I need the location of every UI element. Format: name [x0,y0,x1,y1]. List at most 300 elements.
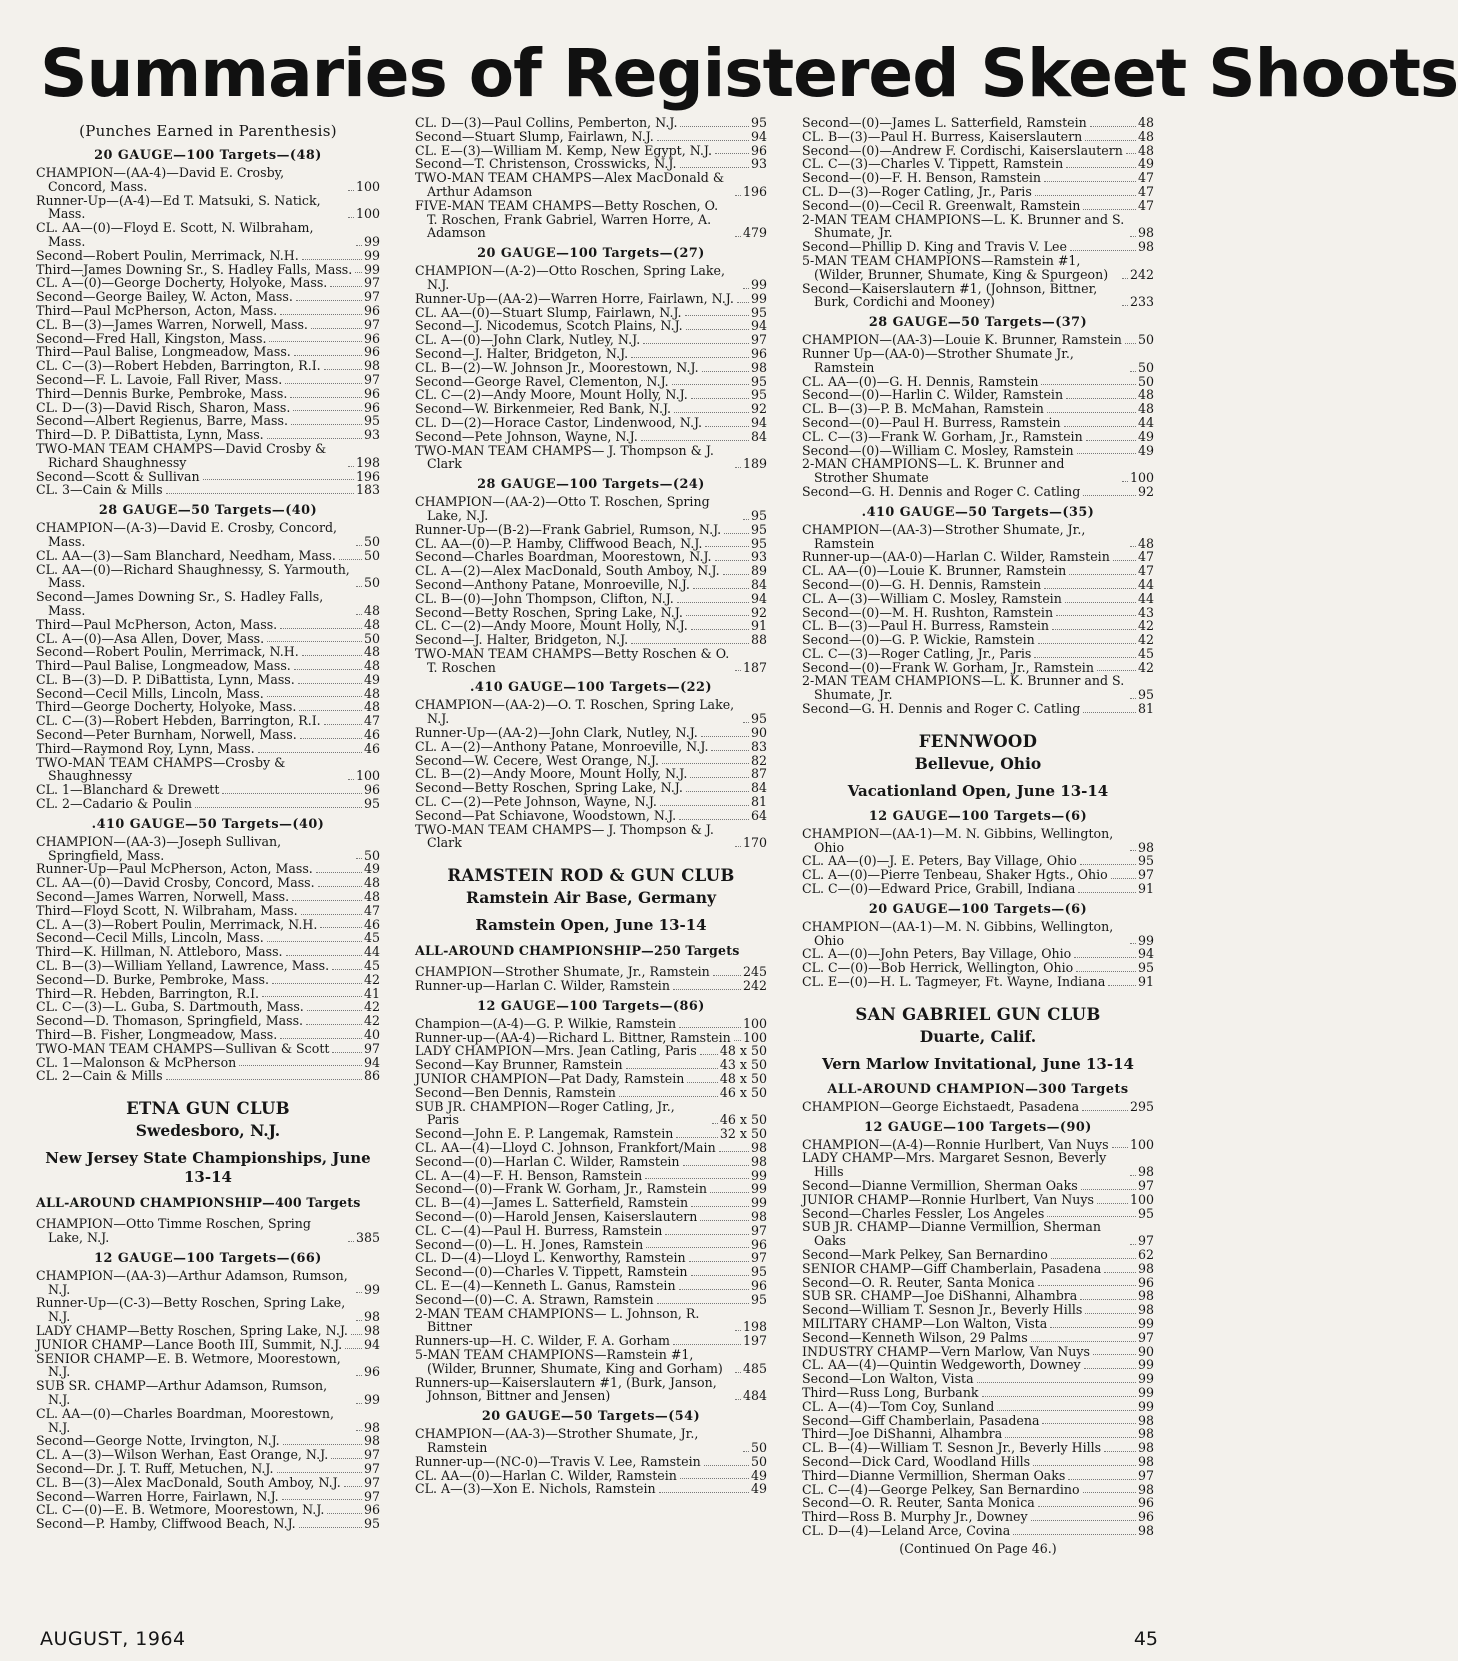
result-text: Second—George Notte, Irvington, N.J. [36,1433,280,1449]
result-line [36,263,380,277]
result-text: CHAMPION—(AA-3)—Joseph Sullivan, Springfield, Mass. [36,833,282,863]
dot-leader [704,1465,749,1466]
dot-leader [356,586,362,587]
result-line [36,659,380,673]
dot-leader [1080,1299,1136,1300]
result-line [415,1086,767,1100]
dot-leader [1097,1203,1128,1204]
dot-leader [743,722,749,723]
result-text: CL. AA—(0)—Stuart Slump, Fairlawn, N.J. [415,304,682,320]
result-line [415,347,767,361]
result-text: CHAMPION—(AA-1)—M. N. Gibbins, Wellington, Ohio [802,918,1114,948]
result-text: TWO-MAN TEAM CHAMPS—Alex MacDonald & Arthur Adamson [415,170,725,199]
result-score: 50 [1137,359,1154,375]
dot-leader [1068,1479,1136,1480]
dot-leader [1130,943,1136,944]
dot-leader [1047,1216,1136,1217]
result-score: 48 [1137,535,1154,551]
result-line [415,1044,767,1058]
result-text: CL. B—(0)—John Thompson, Clifton, N.J. [415,590,674,606]
result-score: 32 x 50 [719,1126,767,1142]
result-text: Second—Cecil Mills, Lincoln, Mass. [36,685,264,701]
result-text: Runners-up—H. C. Wilder, F. A. Gorham [415,1333,670,1349]
result-score: 93 [750,156,767,172]
result-line [36,862,380,876]
dot-leader [1090,126,1136,127]
result-line [802,1483,1154,1497]
dot-leader [690,777,749,778]
result-text: CHAMPION—(AA-3)—Strother Shumate, Jr., Ramstein [415,1426,699,1455]
result-line [802,1524,1154,1538]
result-text: Second—William T. Sesnon Jr., Beverly Hills [802,1302,1083,1318]
result-line [415,361,767,375]
result-score: 95 [1137,687,1154,703]
result-line [36,687,380,701]
dot-leader [1080,864,1136,865]
result-line [415,130,767,144]
dot-leader [700,1220,749,1221]
result-line [36,428,380,442]
dot-leader [356,614,362,615]
result-line [802,827,1154,855]
dot-leader [355,272,362,273]
result-text: Runner-Up—(A-4)—Ed T. Matsuki, S. Natick, Mass. [36,192,321,222]
dot-leader [705,546,749,547]
club-location: Bellevue, Ohio [914,753,1042,773]
dot-leader [711,750,749,751]
result-line [802,578,1154,592]
result-text: CHAMPION—(AA-2)—Otto T. Roschen, Spring Lake, N.J. [415,494,710,523]
result-score: 49 [750,1481,767,1497]
dot-leader [166,1079,362,1080]
result-text: CHAMPION—Strother Shumate, Jr., Ramstein [415,964,710,980]
result-score: 46 x 50 [719,1084,767,1100]
result-text: CL. E—(4)—Kenneth L. Ganus, Ramstein [415,1277,676,1293]
result-text: Second—(0)—Andrew F. Cordischi, Kaiserslautern [802,142,1123,158]
result-text: Second—(0)—Frank W. Gorham, Jr., Ramstein [802,659,1094,675]
dot-leader [1084,1368,1136,1369]
result-score: 48 [363,889,380,905]
result-line [415,1058,767,1072]
dot-leader [743,1451,749,1452]
dot-leader [330,286,362,287]
dot-leader [1122,481,1128,482]
dot-leader [631,357,749,358]
result-score: 187 [742,659,767,675]
result-text: CL. C—(3)—Robert Hebden, Barrington, R.I. [36,358,321,374]
dot-leader [1077,453,1136,454]
result-score: 242 [742,978,767,994]
result-text: CL. C—(3)—L. Guba, S. Dartmouth, Mass. [36,999,304,1015]
result-score: 99 [1137,1398,1154,1414]
result-text: Second—Giff Chamberlain, Pasadena [802,1412,1040,1428]
result-line [36,835,380,863]
result-text: Runner-up—Harlan C. Wilder, Ramstein [415,978,670,994]
result-score: 48 [363,699,380,715]
result-line [415,1469,767,1483]
dot-leader [302,259,362,260]
dot-leader [735,236,741,237]
all-around-heading: ALL-AROUND CHAMPIONSHIP—250 Targets [415,943,740,959]
result-score: 81 [750,794,767,810]
result-text: 5-MAN TEAM CHAMPIONS—Ramstein #1, (Wilder, Brunner, Shumate, King & Spurgeon) [802,252,1109,282]
result-text: CL. B—(2)—Andy Moore, Mount Holly, N.J. [415,766,688,782]
result-score: 233 [1129,294,1154,310]
result-line [802,920,1154,948]
dot-leader [1111,878,1136,879]
dot-leader [286,955,362,956]
result-line [415,1196,767,1210]
result-line [802,1289,1154,1303]
dot-leader [685,315,749,316]
result-line [36,1434,380,1448]
result-line [36,318,380,332]
result-score: 94 [750,414,767,430]
result-line [802,702,1154,716]
result-text: Second—John E. P. Langemak, Ramstein [415,1126,674,1142]
result-score: 48 [363,616,380,632]
result-line [36,1296,380,1324]
result-score: 196 [355,468,380,484]
dot-leader [1083,712,1136,713]
result-score: 48 [1137,142,1154,158]
result-text: Second—Robert Poulin, Merrimack, N.H. [36,644,299,660]
dot-leader [735,846,741,847]
dot-leader [1051,1258,1136,1259]
result-score: 42 [363,1013,380,1029]
dot-leader [691,1275,749,1276]
result-line [36,1517,380,1531]
result-score: 96 [750,1236,767,1252]
dot-leader [1038,1506,1136,1507]
result-line [802,444,1154,458]
result-line [802,1345,1154,1359]
result-score: 385 [355,1230,380,1245]
result-score: 98 [1137,1481,1154,1497]
result-line [802,592,1154,606]
club-name: RAMSTEIN ROD & GUN CLUB [447,866,735,886]
dot-leader [356,1320,362,1321]
dot-leader [677,602,749,603]
dot-leader [239,1065,362,1066]
result-score: 98 [1137,239,1154,255]
dot-leader [296,300,362,301]
result-line [36,332,380,346]
result-score: 94 [750,128,767,144]
result-text: TWO-MAN TEAM CHAMPS— J. Thompson & J. Clark [415,821,714,851]
result-text: CL. B—(4)—William T. Sesnon Jr., Beverly Hills [802,1440,1102,1456]
dot-leader [645,1178,749,1179]
result-text: JUNIOR CHAMP—Ronnie Hurlbert, Van Nuys [802,1191,1094,1207]
result-text: Second—(0)—Cecil R. Greenwalt, Ramstein [802,197,1081,213]
result-score: 95 [750,304,767,320]
result-text: SUB JR. CHAMP—Dianne Vermillion, Sherman Oaks [802,1219,1101,1249]
result-score: 64 [750,807,767,823]
result-score: 48 [1137,128,1154,144]
result-text: CL. C—(0)—E. B. Wetmore, Moorestown, N.J. [36,1502,325,1518]
result-text: CL. C—(4)—George Pelkey, San Bernardino [802,1481,1080,1497]
result-line [415,444,767,472]
dot-leader [1038,1285,1136,1286]
result-line [802,1179,1154,1193]
result-score: 100 [355,206,380,222]
dot-leader [1066,167,1136,168]
result-text: Second—Mark Pelkey, San Bernardino [802,1247,1048,1263]
dot-leader [1034,657,1136,658]
result-score: 91 [1137,881,1154,897]
result-score: 48 x 50 [719,1043,767,1059]
result-text: CHAMPION—Otto Timme Roschen, Spring Lake, N.J. [36,1216,311,1245]
result-line [802,333,1154,347]
result-line [36,673,380,687]
result-line [36,618,380,632]
result-text: CL. AA—(0)—Floyd E. Scott, N. Wilbraham, Mass. [36,220,314,249]
dot-leader [1031,1341,1136,1342]
result-line [415,1307,767,1335]
result-line [36,1462,380,1476]
result-score: 49 [1137,442,1154,458]
result-text: CHAMPION—George Eichstaedt, Pasadena [802,1098,1080,1114]
result-score: 95 [750,1264,767,1280]
result-score: 99 [1137,1384,1154,1400]
result-text: CL. AA—(4)—Quintin Wedgeworth, Downey [802,1357,1081,1373]
result-text: Third—B. Fisher, Longmeadow, Mass. [36,1027,278,1043]
dot-leader [348,466,354,467]
result-text: Third—James Downing Sr., S. Hadley Falls, Mass. [36,261,353,277]
club-location: Duarte, Calif. [919,1026,1037,1046]
result-text: Second—D. Burke, Pembroke, Mass. [36,971,270,987]
dot-leader [267,696,362,697]
result-line [415,333,767,347]
result-score: 295 [1129,1098,1154,1114]
result-text: CL. B—(3)—James Warren, Norwell, Mass. [36,316,308,332]
dot-leader [719,1151,749,1152]
result-score: 47 [363,713,380,729]
result-line [802,523,1154,551]
dot-leader [299,710,362,711]
result-score: 99 [363,233,380,249]
result-score: 42 [1137,632,1154,648]
result-line [36,401,380,415]
club-location: Swedesboro, N.J. [135,1121,281,1141]
result-text: Second—Dr. J. T. Ruff, Metuchen, N.J. [36,1460,274,1476]
result-text: CL. B—(2)—W. Johnson Jr., Moorestown, N.J. [415,359,699,375]
result-text: Runner-up—(AA-0)—Harlan C. Wilder, Ramstein [802,549,1110,565]
result-text: CL. A—(3)—William C. Mosley, Ramstein [802,590,1062,606]
result-line [415,809,767,823]
result-line [802,1414,1154,1428]
result-score: 97 [363,289,380,305]
result-line [415,619,767,633]
dot-leader [702,371,749,372]
result-score: 50 [363,533,380,549]
result-score: 97 [363,1460,380,1476]
dot-leader [356,245,362,246]
gauge-heading: 20 GAUGE—100 Targets—(48) [94,148,322,163]
result-score: 48 [363,875,380,891]
result-score: 99 [363,261,380,277]
gauge-heading: .410 GAUGE—50 Targets—(35) [861,504,1095,520]
result-text: Second—James Downing Sr., S. Hadley Falls, Mass. [36,589,324,618]
result-text: Third—Paul Balise, Longmeadow, Mass. [36,344,291,360]
result-score: 97 [363,316,380,332]
club-name: ETNA GUN CLUB [126,1099,290,1119]
result-score: 42 [1137,618,1154,634]
result-score: 50 [363,547,380,563]
dot-leader [1033,1465,1136,1466]
dot-leader [351,1334,362,1335]
result-line [415,264,767,292]
result-text: CL. A—(4)—F. H. Benson, Ramstein [415,1167,643,1183]
dot-leader [679,819,749,820]
result-text: CL. AA—(0)—Harlan C. Wilder, Ramstein [415,1467,677,1483]
result-score: 98 [363,358,380,374]
result-line [415,979,767,993]
result-line [802,1331,1154,1345]
dot-leader [689,1261,749,1262]
result-score: 94 [750,590,767,606]
dot-leader [258,752,362,753]
dot-leader [356,1292,362,1293]
result-score: 44 [1137,590,1154,606]
result-score: 49 [750,1467,767,1483]
dot-leader [1082,1110,1128,1111]
result-line [415,740,767,754]
result-score: 93 [750,549,767,565]
result-score: 50 [750,1453,767,1469]
dot-leader [724,533,749,534]
result-score: 485 [742,1360,767,1376]
result-text: Second—Kay Brunner, Ramstein [415,1057,623,1073]
result-line [802,430,1154,444]
result-line [802,868,1154,882]
result-score: 97 [363,1040,380,1056]
result-text: Third—K. Hillman, N. Attleboro, Mass. [36,944,283,960]
dot-leader [290,397,362,398]
result-score: 83 [750,738,767,754]
result-line [802,1248,1154,1262]
result-score: 100 [355,768,380,784]
result-line [415,1482,767,1496]
intro-note: (Punches Earned in Parenthesis) [79,122,337,140]
result-line [415,1127,767,1141]
result-score: 90 [1137,1343,1154,1359]
result-line [36,700,380,714]
result-line [36,1407,380,1435]
result-line [36,1476,380,1490]
result-line [36,304,380,318]
result-text: Second—(0)—Harlan C. Wilder, Ramstein [415,1153,680,1169]
result-text: CL. A—(3)—Wilson Werhan, East Orange, N.J. [36,1447,329,1463]
gauge-heading: 28 GAUGE—100 Targets—(24) [477,477,705,493]
result-score: 48 [363,602,380,618]
result-score: 100 [742,1029,767,1045]
result-text: Champion—(A-4)—G. P. Wilkie, Ramstein [415,1015,677,1031]
result-text: Third—Raymond Roy, Lynn, Mass. [36,740,255,756]
dot-leader [643,343,749,344]
result-line [415,375,767,389]
result-text: CL. D—(4)—Leland Arce, Covina [802,1522,1011,1538]
dot-leader [691,1206,749,1207]
dot-leader [679,1289,749,1290]
dot-leader [272,983,362,984]
result-text: Second—W. Birkenmeier, Red Bank, N.J. [415,401,672,417]
result-text: CL. AA—(0)—P. Hamby, Cliffwood Beach, N.J. [415,535,703,551]
dot-leader [331,1458,362,1459]
gauge-heading: 12 GAUGE—100 Targets—(90) [864,1119,1092,1135]
dot-leader [713,975,741,976]
result-score: 84 [750,576,767,592]
gauge-heading: .410 GAUGE—50 Targets—(40) [91,816,325,832]
result-text: TWO-MAN TEAM CHAMPS—Crosby & Shaughnessy [36,754,286,784]
result-line [415,1031,767,1045]
result-score: 50 [363,630,380,646]
result-text: CL. 1—Malonson & McPherson [36,1054,237,1070]
result-score: 92 [750,604,767,620]
dot-leader [1126,153,1136,154]
dot-leader [267,438,362,439]
result-score: 47 [1137,549,1154,565]
result-text: Second—Pat Schiavone, Woodstown, N.J. [415,807,677,823]
result-text: Second—(0)—Charles V. Tippett, Ramstein [415,1264,688,1280]
result-text: Second—Pete Johnson, Wayne, N.J. [415,428,638,444]
result-text: 2-MAN TEAM CHAMPIONS—L. K. Brunner and S. Shumate, Jr. [802,673,1125,703]
dot-leader [1035,195,1136,196]
result-score: 98 [750,359,767,375]
result-score: 94 [1137,946,1154,962]
dot-leader [1130,1175,1136,1176]
result-text: SUB JR. CHAMPION—Roger Catling, Jr., Paris [415,1098,675,1128]
result-text: MILITARY CHAMP—Lon Walton, Vista [802,1316,1048,1331]
result-text: CL. 2—Cain & Mills [36,1068,163,1084]
result-text: CHAMPION—(AA-4)—David E. Crosby, Concord, Mass. [36,165,285,194]
dot-leader [195,807,362,808]
dot-leader [700,1054,718,1055]
dot-leader [735,1372,741,1373]
dot-leader [299,1527,362,1528]
result-line [36,549,380,563]
result-line [415,1334,767,1348]
result-text: CL. 3—Cain & Mills [36,482,163,498]
dot-leader [1086,440,1136,441]
dot-leader [646,1247,749,1248]
result-text: LADY CHAMP—Mrs. Margaret Sesnon, Beverly Hills [802,1150,1107,1180]
event-title: Vacationland Open, June 13-14 [847,781,1109,800]
result-score: 86 [363,1068,380,1084]
result-score: 46 x 50 [719,1112,767,1128]
result-score: 47 [1137,183,1154,199]
result-score: 95 [750,535,767,551]
result-line [36,1056,380,1070]
result-line [36,563,380,591]
gauge-heading: 20 GAUGE—100 Targets—(6) [868,901,1088,917]
result-score: 242 [1129,266,1154,282]
dot-leader [660,805,749,806]
result-line [802,416,1154,430]
result-text: CHAMPION—(AA-2)—O. T. Roschen, Spring Lake, N.J. [415,697,735,727]
result-line [415,402,767,416]
dot-leader [1093,1354,1136,1355]
dot-leader [262,996,362,997]
result-score: 95 [750,1291,767,1307]
result-line [36,521,380,549]
result-score: 97 [750,1250,767,1266]
result-line [802,402,1154,416]
result-line [415,1376,767,1404]
result-score: 48 [363,658,380,674]
dot-leader [348,1241,354,1242]
result-line [802,199,1154,213]
